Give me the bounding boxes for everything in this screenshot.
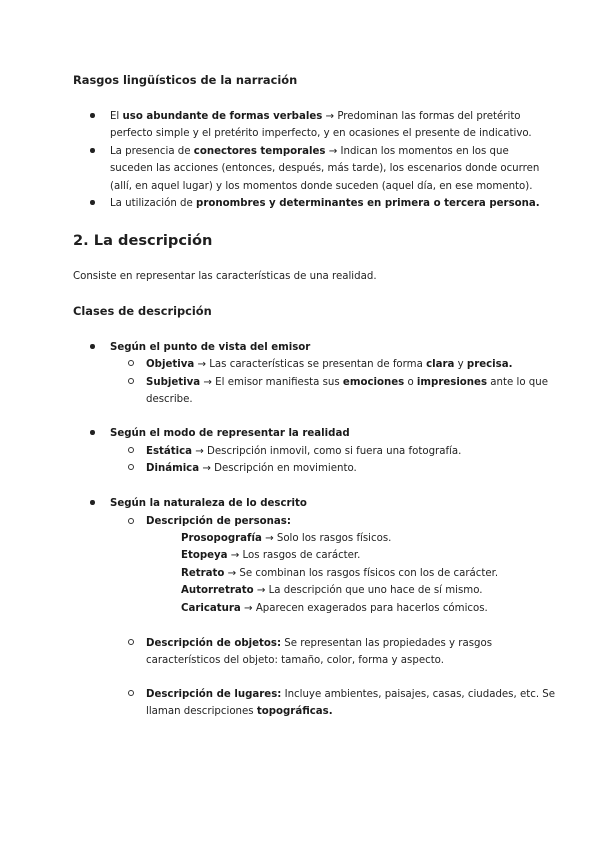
narracion-bullet-1-line-1: El uso abundante de formas verbales → Predominan las formas del pretérito bbox=[110, 111, 521, 122]
group-title-naturaleza: Según la naturaleza de lo descrito bbox=[110, 498, 307, 509]
objetos-line-1: Descripción de objetos: Se representan las propiedades y rasgos bbox=[146, 638, 493, 649]
descripcion-intro: Consiste en representar las características de una realidad. bbox=[73, 271, 377, 282]
sub-bullet-ring bbox=[128, 690, 134, 696]
section-heading-narracion: Rasgos lingüísticos de la narración bbox=[73, 73, 298, 87]
item-subjetiva-line-1: Subjetiva → El emisor manifiesta sus emociones o impresiones ante lo que bbox=[146, 377, 548, 388]
item-estatica: Estática → Descripción inmovil, como si fuera una fotografía. bbox=[146, 446, 462, 457]
item-caricatura: Caricatura → Aparecen exagerados para hacerlos cómicos. bbox=[181, 603, 488, 614]
personas-title: Descripción de personas: bbox=[146, 516, 291, 527]
sub-bullet-ring bbox=[128, 464, 134, 470]
section-heading-descripcion: 2. La descripción bbox=[73, 232, 213, 249]
narracion-bullet-2-line-2: suceden las acciones (entonces, después, más tarde), los escenarios donde ocurren bbox=[110, 163, 540, 174]
group-title-punto-de-vista: Según el punto de vista del emisor bbox=[110, 342, 311, 353]
bullet-dot bbox=[90, 344, 95, 349]
item-etopeya: Etopeya → Los rasgos de carácter. bbox=[181, 550, 361, 561]
bullet-dot bbox=[90, 200, 95, 205]
clases-heading: Clases de descripción bbox=[73, 304, 212, 318]
sub-bullet-ring bbox=[128, 378, 134, 384]
bullet-dot bbox=[90, 430, 95, 435]
narracion-bullet-1-line-2: perfecto simple y el pretérito imperfecto, y en ocasiones el presente de indicativo. bbox=[110, 128, 532, 139]
item-subjetiva-line-2: describe. bbox=[146, 394, 193, 405]
bullet-dot bbox=[90, 500, 95, 505]
narracion-bullet-2-line-3: (allí, en aquel lugar) y los momentos donde suceden (aquel día, en ese momento). bbox=[110, 181, 533, 192]
item-prosopografia: Prosopografía → Solo los rasgos físicos. bbox=[181, 533, 392, 544]
bullet-dot bbox=[90, 113, 95, 118]
sub-bullet-ring bbox=[128, 447, 134, 453]
narracion-bullet-2-line-1: La presencia de conectores temporales → Indican los momentos en los que bbox=[110, 146, 509, 157]
item-dinamica: Dinámica → Descripción en movimiento. bbox=[146, 463, 357, 474]
group-title-modo: Según el modo de representar la realidad bbox=[110, 428, 350, 439]
sub-bullet-ring bbox=[128, 518, 134, 524]
lugares-line-1: Descripción de lugares: Incluye ambientes, paisajes, casas, ciudades, etc. Se bbox=[146, 689, 556, 700]
sub-bullet-ring bbox=[128, 639, 134, 645]
item-autorretrato: Autorretrato → La descripción que uno hace de sí mismo. bbox=[181, 585, 483, 596]
sub-bullet-ring bbox=[128, 360, 134, 366]
lugares-line-2: llaman descripciones topográficas. bbox=[146, 706, 333, 717]
bullet-dot bbox=[90, 148, 95, 153]
item-objetiva: Objetiva → Las características se presentan de forma clara y precisa. bbox=[146, 359, 513, 370]
objetos-line-2: característicos del objeto: tamaño, color, forma y aspecto. bbox=[146, 655, 444, 666]
narracion-bullet-3: La utilización de pronombres y determinantes en primera o tercera persona. bbox=[110, 198, 540, 209]
item-retrato: Retrato → Se combinan los rasgos físicos con los de carácter. bbox=[181, 568, 499, 579]
